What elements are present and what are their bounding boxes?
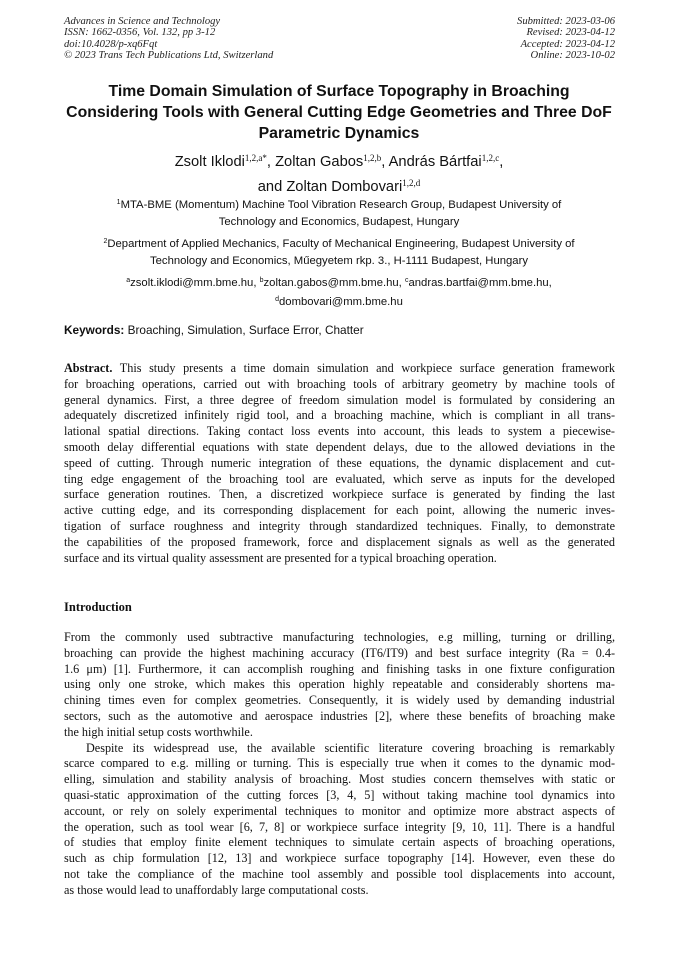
affiliation-line: Technology and Economics, Műegyetem rkp. 3., H-1111 Budapest, Hungary <box>149 254 529 267</box>
journal-info-header <box>64 16 364 61</box>
email-line-2 <box>50 292 628 311</box>
author-separator: , <box>266 154 276 170</box>
text-line: quasi-static approximation of the cutting forces [3, 4, 5] without taking machine tool dynamics into <box>64 787 615 802</box>
text-line: From the commonly used subtractive manufacturing technologies, e.g milling, turning or drilling, <box>64 630 615 644</box>
text-line: Despite its widespread use, the available scientific literature covering broaching is remarkably <box>86 740 615 755</box>
authors-line-1 <box>40 148 638 173</box>
dates-header <box>395 16 615 61</box>
email-superscript: a <box>126 277 131 284</box>
title-line: Parametric Dynamics <box>258 125 420 142</box>
author-emails <box>50 273 628 310</box>
keywords-label: Keywords: <box>64 323 125 337</box>
abstract-line: surface generation routines. Then, a discretized workpiece surface is generated by finding the last <box>64 487 615 502</box>
abstract-line: active cutting edge, and its corresponding displacement for each point, allowing the numeric inves- <box>64 503 615 518</box>
online-date: Online: 2023-10-02 <box>530 49 615 61</box>
affiliation-text: MTA-BME (Momentum) Machine Tool Vibration Research Group, Budapest University of <box>120 199 562 211</box>
author-list <box>40 148 638 197</box>
author-superscript: 1,2,c <box>481 153 500 163</box>
copyright-line: © 2023 Trans Tech Publications Ltd, Switzerland <box>64 49 274 61</box>
abstract-label: Abstract. <box>64 361 113 375</box>
abstract-line: surface and its virtual quality assessment are presented for a typical broaching operation. <box>64 550 497 565</box>
title-line: Considering Tools with General Cutting Edge Geometries and Three DoF <box>66 104 612 121</box>
email-link[interactable]: zoltan.gabos@mm.bme.hu, <box>263 277 405 289</box>
email-line-1 <box>50 273 628 292</box>
affiliation-line: Technology and Economics, Budapest, Hungary <box>218 215 460 228</box>
email-superscript: b <box>259 277 264 284</box>
text-line: not take the compliance of the machine tool assembly and possible tool displacements into account, <box>64 866 615 881</box>
author-superscript: 1,2,b <box>363 153 382 163</box>
affiliation-line <box>50 234 628 253</box>
introduction-body <box>64 630 615 899</box>
text-line: elling, simulation and stability analysis of broaching. Most studies concern themselves with static or <box>64 772 615 787</box>
submitted-date: Submitted: 2023-03-06 <box>517 16 615 27</box>
affiliation-superscript: 1 <box>116 199 121 206</box>
abstract-line: the capabilities of the proposed framework, force and displacement signals as well as the generated <box>64 534 615 549</box>
text-line: chining times even for complex geometries. Consequently, it is widely used by demanding industrial <box>64 693 615 708</box>
abstract-line: ting edge engagement of the broaching tool are evaluated, which serve as inputs for the developed <box>64 471 615 486</box>
abstract-line: for broaching operations, carried out with broaching tools of arbitrary geometry by machine tools of <box>64 376 615 391</box>
issn-line: ISSN: 1662-0356, Vol. 132, pp 3-12 <box>64 27 216 39</box>
text-line: broaching can provide the highest machining accuracy (IT6/IT9) and best surface integrity (Ra = 0.4- <box>64 645 615 660</box>
revised-date: Revised: 2023-04-12 <box>526 27 615 39</box>
affiliation-1 <box>50 195 628 230</box>
author-superscript: 1,2,a* <box>244 153 267 163</box>
keywords-text: Broaching, Simulation, Surface Error, Chatter <box>124 323 364 337</box>
email-link[interactable]: dombovari@mm.bme.hu <box>279 295 403 308</box>
paragraph <box>64 741 615 899</box>
abstract-line <box>64 361 615 377</box>
abstract-section <box>64 361 615 566</box>
text-line: 1.6 μm) [1]. Furthermore, it can accomplish roughing and finishing tasks in one fixture configuration <box>64 661 615 676</box>
email-superscript: d <box>275 295 280 303</box>
text-line: account, or rely on solely experimental techniques to monitor and optimize more abstract aspects of <box>64 803 615 818</box>
affiliation-superscript: 2 <box>103 238 108 245</box>
text-line: such as chip formulation [12, 13] and workpiece surface topography [14]. However, even these do <box>64 851 615 866</box>
accepted-date: Accepted: 2023-04-12 <box>520 38 615 50</box>
text-line: scarce compared to e.g. milling or turning. This is especially true when it comes to the dynamic mod- <box>64 756 615 771</box>
affiliation-line <box>50 195 628 214</box>
journal-name: Advances in Science and Technology <box>64 16 221 27</box>
paper-title <box>40 81 638 144</box>
email-link[interactable]: zsolt.iklodi@mm.bme.hu, <box>130 277 260 289</box>
abstract-line: tigation of surface roughness and integrity through standardized techniques. Finally, to demonstrate <box>64 518 615 533</box>
keywords-section <box>64 323 624 338</box>
abstract-line: speed of cutting. Through numeric integration of these equations, the dynamic displacement and cut- <box>64 455 615 470</box>
paragraph <box>64 630 615 741</box>
abstract-line: lational spatial directions. Taking contact loss events into account, this leads to system a piecewise- <box>64 424 615 439</box>
author-superscript: 1,2,d <box>402 177 421 188</box>
author-name: Zoltan Gabos <box>275 154 364 170</box>
text-line: as those would lead to unaffordably large computational costs. <box>64 882 369 897</box>
email-link[interactable]: andras.bartfai@mm.bme.hu, <box>408 277 552 289</box>
title-line: Time Domain Simulation of Surface Topography in Broaching <box>108 83 570 100</box>
abstract-text: This study presents a time domain simulation and workpiece surface generation framework <box>112 361 615 375</box>
email-superscript: c <box>404 277 409 284</box>
author-name: and Zoltan Dombovari <box>257 178 403 195</box>
author-separator: , <box>381 154 389 170</box>
author-separator: , <box>499 154 504 170</box>
text-line: of studies that employ finite element techniques to simulate certain aspects of broaching operations, <box>64 835 615 850</box>
authors-line-2 <box>40 173 638 198</box>
doi-line[interactable]: doi:10.4028/p-xq6Fqt <box>64 38 158 50</box>
affiliation-text: Department of Applied Mechanics, Faculty of Mechanical Engineering, Budapest University of <box>107 238 575 250</box>
section-heading-introduction: Introduction <box>64 600 132 614</box>
text-line: the operation, such as tool wear [6, 7, 8] or workpiece surface integrity [9, 10, 11]. There is a handful <box>64 819 615 834</box>
abstract-line: general dynamics. First, a three degree of freedom simulation model is formulated by considering an <box>64 392 615 407</box>
text-line: the high initial setup costs worthwhile. <box>64 724 253 739</box>
text-line: using only one stroke, which makes this operation highly repeatable and considerably shortens ma- <box>64 677 615 692</box>
author-name: Zsolt Iklodi <box>174 154 245 170</box>
abstract-line: adequately discretized infinitely rigid tool, and a broaching machine, which is compliant in all trans- <box>64 408 615 423</box>
author-name: András Bártfai <box>388 154 482 170</box>
text-line: sectors, such as the automotive and aerospace industries [2], where these benefits of broaching make <box>64 708 615 723</box>
affiliation-2 <box>50 234 628 269</box>
abstract-line: smooth delay differential equations with state dependent delays, due to the allowed deviations in the <box>64 439 615 454</box>
